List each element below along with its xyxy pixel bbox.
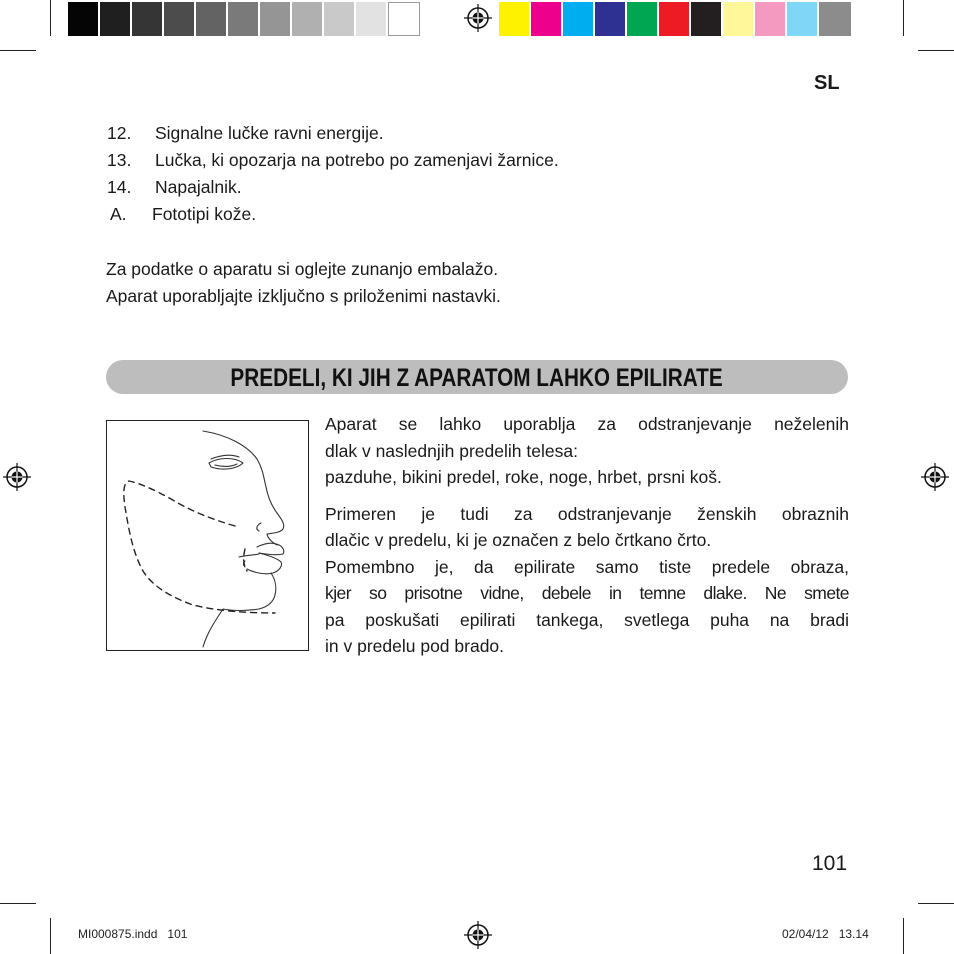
crop-mark [50,918,51,954]
color-swatch [659,2,691,36]
footer-file-slug: MI000875.indd 101 [78,927,188,941]
color-swatch [356,2,388,36]
crop-mark [903,918,904,954]
color-swatch [292,2,324,36]
color-swatch [499,2,531,36]
body-line: Primeren je tudi za odstranjevanje ženskih obraznih [325,503,849,524]
body-line: in v predelu pod brado. [325,636,505,656]
footer-date-slug: 02/04/12 13.14 [782,927,869,941]
crop-mark [903,0,904,36]
list-item-text: Lučka, ki opozarja na potrebo po zamenjavi žarnice. [155,150,559,170]
color-swatch [627,2,659,36]
list-item-text: Napajalnik. [155,177,242,197]
body-line: pa poskušati epilirati tankega, svetlega puha na bradi [325,609,849,630]
color-swatch [388,2,420,36]
color-swatch [260,2,292,36]
section-title: PREDELI, KI JIH Z APARATOM LAHKO EPILIRATE [230,364,724,392]
list-item-number: 14. [107,177,132,197]
crop-mark [918,50,954,51]
body-line: pazduhe, bikini predel, roke, noge, hrbet, prsni koš. [325,467,722,487]
list-item-text: Fototipi kože. [152,204,257,224]
body-line: kjer so prisotne vidne, debele in temne dlake. Ne smete [325,583,849,603]
crop-mark [0,903,36,904]
color-swatch [819,2,851,36]
color-swatch [723,2,755,36]
body-line: dlak v naslednjih predelih telesa: [325,440,578,461]
color-swatch [68,2,100,36]
list-item-number: A. [110,204,127,224]
color-swatch [531,2,563,36]
color-swatch [691,2,723,36]
body-line: dlačic v predelu, ki je označen z belo črtkano črto. [325,530,712,550]
grayscale-color-bar [68,2,420,36]
color-swatch [132,2,164,36]
crop-mark [50,0,51,36]
color-swatch [100,2,132,36]
list-item-number: 12. [107,123,132,143]
face-profile-icon [107,421,307,649]
color-swatch [595,2,627,36]
color-swatch [324,2,356,36]
info-paragraph [106,256,501,310]
section-body [325,411,849,660]
body-line: Pomembno je, da epilirate samo tiste predele obraza, [325,556,849,577]
registration-mark-icon [920,462,950,492]
color-swatch [787,2,819,36]
list-item-text: Signalne lučke ravni energije. [155,123,384,143]
color-swatch [563,2,595,36]
language-code: SL [814,72,840,94]
paragraph-line: Aparat uporabljajte izključno s priloženimi nastavki. [106,286,501,306]
registration-mark-icon [2,462,32,492]
color-swatch [755,2,787,36]
body-line: Aparat se lahko uporablja za odstranjevanje neželenih [325,414,849,434]
crop-mark [918,903,954,904]
process-color-bar [499,2,851,36]
page-number: 101 [812,852,848,875]
color-swatch [164,2,196,36]
list-item-number: 13. [107,150,132,170]
registration-mark-icon [463,920,493,950]
registration-mark-icon [463,3,493,33]
paragraph-line: Za podatke o aparatu si oglejte zunanjo embalažo. [106,259,499,279]
section-heading-banner [106,360,848,394]
color-swatch [228,2,260,36]
color-swatch [196,2,228,36]
face-illustration [106,420,309,651]
crop-mark [0,50,36,51]
